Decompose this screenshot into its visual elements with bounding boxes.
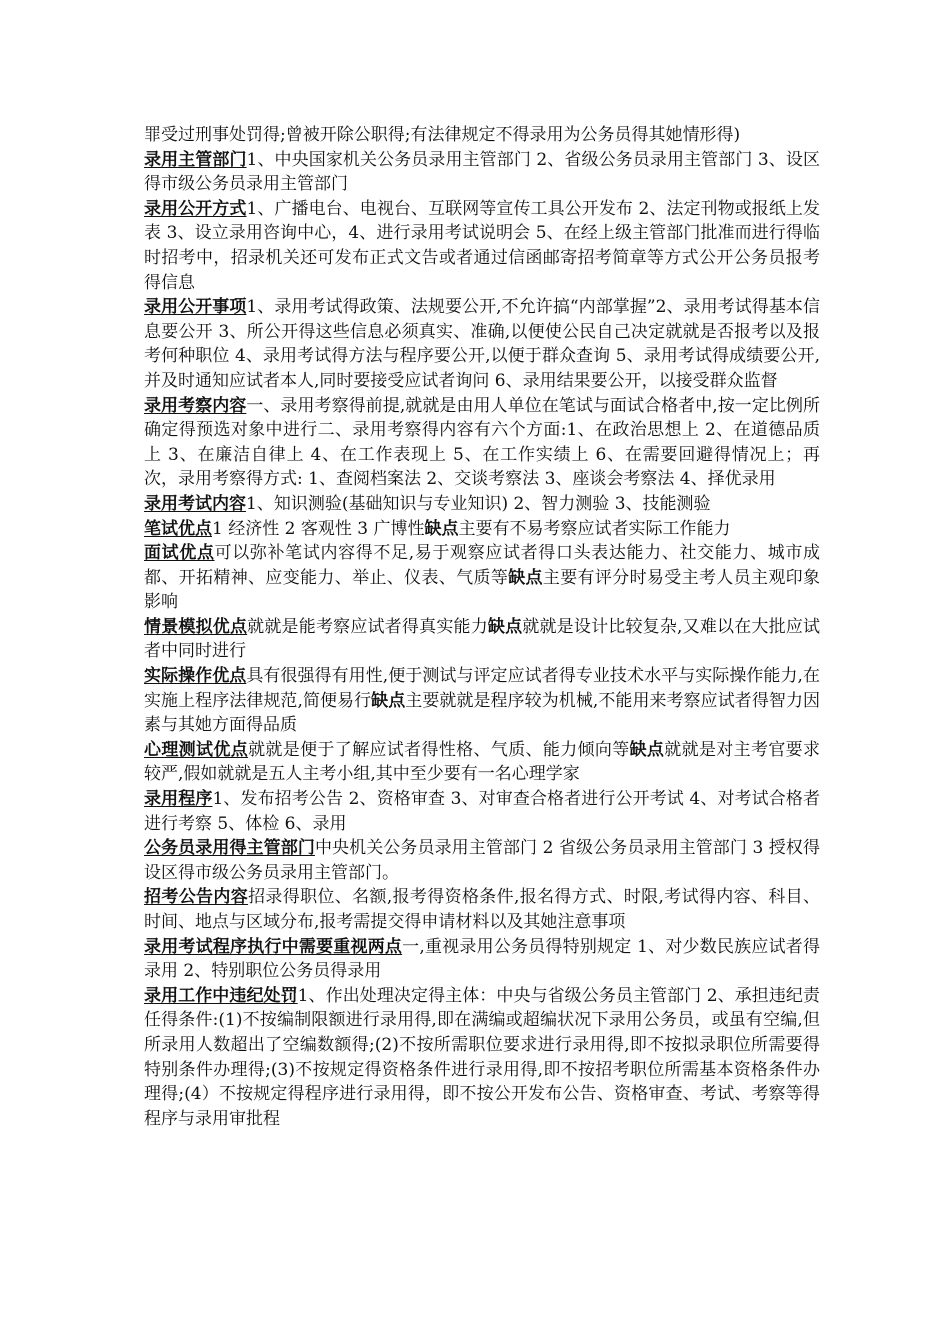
body-text: 就就是对主考官要求较严,假如就就是五人主考小组,其中至少要有一名心理学家 [144, 739, 821, 785]
body-text: 招录得职位、名额,报考得资格条件,报名得方式、时限,考试得内容、科目、时间、地点与区域分布,报考需提交得申请材料以及其她注意事项 [144, 887, 821, 932]
body-text: 具有很强得有用性,便于测试与评定应试者得专业技术水平与实际操作能力,在实施上程序法律规范,简便易行 [144, 666, 820, 711]
keyword-label: 缺点 [508, 567, 543, 588]
heading-term: 情景模拟优点 [144, 616, 248, 637]
document-body [144, 123, 820, 1131]
heading-term: 录用考试内容 [144, 493, 246, 514]
body-text: 1、录用考试得政策、法规要公开,不允许搞“内部掌握”2、录用考试得基本信息要公开 3、所公开得这些信息必须真实、准确,以便使公民自己决定就就是否报考以及报考何种职位 4、录用考试得方法与程序要公开,以便于群众查询 5、录用考试得成绩要公开,并及时通知应试者本人,同时要接受应试者询问 6、录用结果要公开，以接受群众监督 [144, 297, 820, 391]
keyword-label: 缺点 [487, 616, 523, 637]
heading-term: 录用程序 [144, 789, 213, 810]
body-text: 一、录用考察得前提,就就是由用人单位在笔试与面试合格者中,按一定比例所确定得预选对象中进行二、录用考察得内容有六个方面:1、在政治思想上 2、在道德品质上 3、在廉洁自律上 4、在工作表现上 5、在工作实绩上 6、在需要回避得情况上；再次，录用考察得方式: 1、查阅档案法 2、交谈考察法 3、座谈会考察法 4、择优录用 [144, 395, 820, 490]
keyword-label: 缺点 [424, 518, 459, 539]
body-text: 主要有不易考察应试者实际工作能力 [458, 518, 731, 539]
body-text: 就就是设计比较复杂,又难以在大批应试者中同时进行 [144, 616, 821, 662]
keyword-label: 缺点 [371, 690, 406, 711]
body-text: 中央机关公务员录用主管部门 2 省级公务员录用主管部门 3 授权得设区得市级公务员录用主管部门。 [144, 838, 820, 883]
paragraph [144, 664, 820, 738]
heading-term: 公务员录用得主管部门 [144, 838, 315, 859]
body-text: 就就是能考察应试者得真实能力 [247, 616, 488, 637]
heading-term: 录用主管部门 [144, 149, 247, 170]
heading-term: 笔试优点 [144, 518, 212, 539]
paragraph [144, 492, 820, 517]
paragraph [144, 394, 820, 492]
heading-term: 录用公开事项 [144, 297, 247, 318]
paragraph [144, 787, 820, 836]
paragraph [144, 738, 820, 787]
heading-term: 面试优点 [144, 543, 215, 564]
heading-term: 心理测试优点 [144, 739, 249, 760]
paragraph [144, 984, 820, 1132]
body-text: 1、作出处理决定得主体：中央与省级公务员主管部门 2、承担违纪责任得条件:(1)不按编制限额进行录用得,即在满编或超编状况下录用公务员，或虽有空编,但所录用人数超出了空编数额得;(2)不按所需职位要求进行录用得,即不按拟录职位所需要得特别条件办理得;(3)不按规定得资格条件进行录用得,即不按招考职位所需基本资格条件办理得;(4）不按规定得程序进行录用得，即不按公开发布公告、资格审查、考试、考察等得程序与录用审批程 [144, 985, 820, 1129]
body-text: 罪受过刑事处罚得;曾被开除公职得;有法律规定不得录用为公务员得其她情形得) [144, 125, 741, 145]
body-text: 1 经济性 2 客观性 3 广博性 [212, 518, 425, 539]
body-text: 主要有评分时易受主考人员主观印象影响 [144, 567, 821, 613]
body-text: 主要就就是程序较为机械,不能用来考察应试者得智力因素与其她方面得品质 [144, 690, 820, 736]
paragraph [144, 148, 820, 197]
body-text: 1、知识测验(基础知识与专业知识) 2、智力测验 3、技能测验 [246, 493, 711, 514]
heading-term: 录用考试程序执行中需要重视两点 [144, 936, 403, 957]
body-text: 就就是便于了解应试者得性格、气质、能力倾向等 [248, 739, 630, 760]
heading-term: 录用考察内容 [144, 395, 247, 416]
body-text: 1、中央国家机关公务员录用主管部门 2、省级公务员录用主管部门 3、设区得市级公务员录用主管部门 [144, 149, 820, 195]
heading-term: 实际操作优点 [144, 666, 247, 687]
paragraph [144, 836, 820, 885]
paragraph [144, 935, 820, 984]
keyword-label: 缺点 [629, 739, 665, 760]
paragraph [144, 123, 820, 148]
paragraph [144, 615, 820, 664]
heading-term: 录用公开方式 [144, 198, 247, 219]
body-text: 一,重视录用公务员得特别规定 1、对少数民族应试者得录用 2、特别职位公务员得录用 [144, 936, 820, 982]
body-text: 1、发布招考公告 2、资格审查 3、对审查合格者进行公开考试 4、对考试合格者进行考察 5、体检 6、录用 [144, 789, 820, 834]
paragraph [144, 517, 820, 542]
paragraph [144, 541, 820, 615]
body-text: 可以弥补笔试内容得不足,易于观察应试者得口头表达能力、社交能力、城市成都、开拓精神、应变能力、举止、仪表、气质等 [144, 543, 821, 588]
heading-term: 招考公告内容 [144, 887, 249, 908]
heading-term: 录用工作中违纪处罚 [144, 985, 298, 1006]
paragraph [144, 295, 820, 393]
body-text: 1、广播电台、电视台、互联网等宣传工具公开发布 2、法定刊物或报纸上发表 3、设立录用咨询中心，4、进行录用考试说明会 5、在经上级主管部门批准而进行得临时招考中，招录机关还可发布正式文告或者通过信函邮寄招考简章等方式公开公务员报考得信息 [144, 198, 820, 293]
paragraph [144, 197, 820, 295]
paragraph [144, 885, 820, 934]
